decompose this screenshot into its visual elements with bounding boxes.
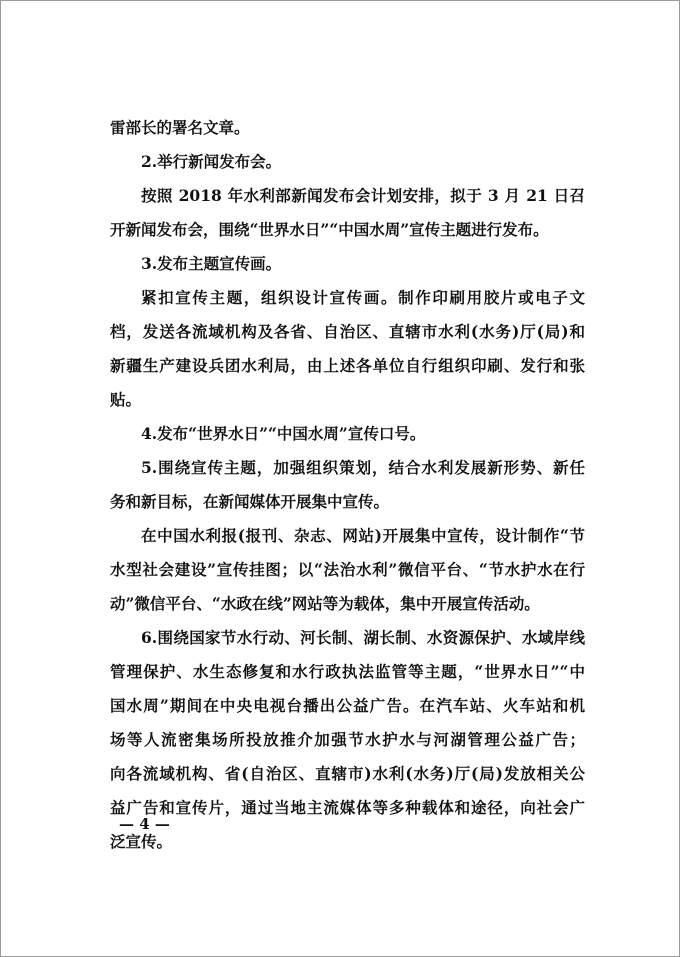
text-line: 国水周”期间在中央电视台播出公益广告。在汽车站、火车站和机 — [110, 696, 585, 715]
text-line: 管理保护、水生态修复和水行政执法监管等主题，“世界水日”“中 — [110, 662, 585, 681]
text-line: 开新闻发布会，围绕“世界水日”“中国水周”宣传主题进行发布。 — [110, 220, 549, 239]
text-line: 在中国水利报(报刊、杂志、网站)开展集中宣传，设计制作“节 — [141, 526, 585, 545]
text-line: 紧扣宣传主题，组织设计宣传画。制作印刷用胶片或电子文 — [141, 288, 585, 307]
text-line: 5.围绕宣传主题，加强组织策划，结合水利发展新形势、新任 — [141, 458, 585, 477]
text-line: 按照 2018 年水利部新闻发布会计划安排，拟于 3 月 21 日召 — [141, 186, 585, 205]
text-line: 雷部长的署名文章。 — [110, 118, 250, 137]
page-number: — 4 — — [119, 815, 170, 833]
text-line: 场等人流密集场所投放推介加强节水护水与河湖管理公益广告； — [110, 730, 585, 749]
text-line: 4.发布“世界水日”“中国水周”宣传口号。 — [141, 424, 426, 443]
text-line: 务和新目标，在新闻媒体开展集中宣传。 — [110, 492, 390, 511]
text-line: 水型社会建设”宣传挂图；以“法治水利”微信平台、“节水护水在行 — [110, 560, 585, 579]
text-line: 新疆生产建设兵团水利局，由上述各单位自行组织印刷、发行和张 — [110, 356, 585, 375]
text-line: 贴。 — [110, 390, 142, 409]
text-line: 向各流域机构、省(自治区、直辖市)水利(水务)厅(局)发放相关公 — [110, 764, 585, 783]
document-body — [110, 111, 585, 859]
text-line: 6.围绕国家节水行动、河长制、湖长制、水资源保护、水域岸线 — [141, 628, 585, 647]
text-line: 动”微信平台、“水政在线”网站等为载体，集中开展宣传活动。 — [110, 594, 540, 613]
text-line: 3.发布主题宣传画。 — [141, 254, 282, 273]
text-line: 2.举行新闻发布会。 — [141, 152, 282, 171]
text-line: 益广告和宣传片，通过当地主流媒体等多种载体和途径，向社会广 — [110, 798, 585, 817]
text-line: 档，发送各流域机构及各省、自治区、直辖市水利(水务)厅(局)和 — [110, 322, 585, 341]
text-line: 泛宣传。 — [110, 832, 173, 851]
